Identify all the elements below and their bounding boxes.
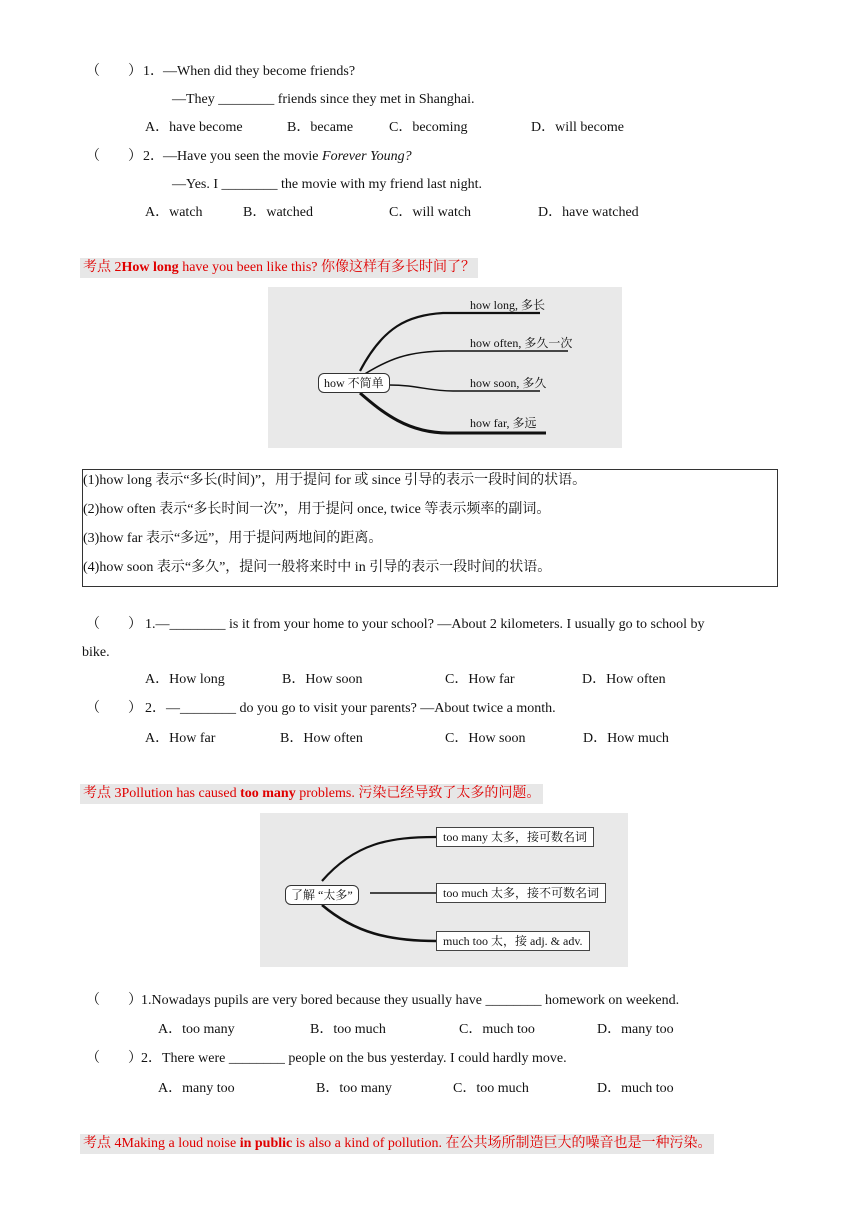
- option-b[interactable]: B．became: [287, 120, 354, 135]
- option-b[interactable]: B．How often: [280, 731, 363, 746]
- option-a[interactable]: A．watch: [145, 205, 203, 220]
- option-d[interactable]: D．many too: [597, 1022, 674, 1037]
- option-c[interactable]: C．much too: [459, 1022, 535, 1037]
- notes-box: [82, 469, 778, 587]
- option-c[interactable]: C．becoming: [389, 120, 468, 135]
- question-text: 1.Nowadays pupils are very bored because they usually have ________ homework on weekend.: [141, 993, 680, 1008]
- option-c[interactable]: C．How far: [445, 672, 515, 687]
- note-item: (3)how far 表示“多远”，用于提问两地间的距离。: [83, 531, 383, 546]
- branch-too-many: too many 太多，接可数名词: [436, 827, 594, 847]
- option-a[interactable]: A．have become: [145, 120, 243, 135]
- answer-text: —Yes. I ________ the movie with my friend last night.: [172, 177, 483, 192]
- question-text: 1.—________ is it from your home to your school? —About 2 kilometers. I usually go to school by: [145, 617, 705, 632]
- answer-blank-paren[interactable]: （ ）: [86, 993, 142, 1008]
- option-b[interactable]: B．How soon: [282, 672, 363, 687]
- option-d[interactable]: D．have watched: [538, 205, 639, 220]
- option-d[interactable]: D．much too: [597, 1081, 674, 1096]
- option-a[interactable]: A．many too: [158, 1081, 235, 1096]
- question-number: 2．: [143, 149, 164, 164]
- question-text: 2．There were ________ people on the bus yesterday. I could hardly move.: [141, 1051, 567, 1066]
- branch-too-much: too much 太多，接不可数名词: [436, 883, 606, 903]
- answer-blank-paren[interactable]: （ ）: [86, 1051, 142, 1066]
- option-c[interactable]: C．will watch: [389, 205, 472, 220]
- question-text: 2．—________ do you go to visit your parents? —About twice a month.: [145, 701, 556, 716]
- option-b[interactable]: B．too many: [316, 1081, 392, 1096]
- option-d[interactable]: D．How much: [583, 731, 669, 746]
- option-a[interactable]: A．How far: [145, 731, 216, 746]
- option-c[interactable]: C．too much: [453, 1081, 529, 1096]
- answer-blank-paren[interactable]: （ ）: [86, 701, 142, 716]
- option-d[interactable]: D．How often: [582, 672, 666, 687]
- branch-how-soon: how soon, 多久: [470, 376, 547, 390]
- note-item: (1)how long 表示“多长(时间)”，用于提问 for 或 since 引导的表示一段时间的状语。: [83, 473, 587, 488]
- option-c[interactable]: C．How soon: [445, 731, 526, 746]
- too-many-mind-map: [260, 813, 628, 967]
- question-number: 1．: [143, 64, 164, 79]
- option-d[interactable]: D．will become: [531, 120, 624, 135]
- option-b[interactable]: B．watched: [243, 205, 313, 220]
- mind-map-center: 了解 “太多”: [285, 885, 359, 905]
- answer-blank-paren[interactable]: （ ）: [86, 149, 142, 164]
- question-text-cont: bike.: [82, 645, 110, 660]
- option-b[interactable]: B．too much: [310, 1022, 386, 1037]
- note-item: (2)how often 表示“多长时间一次”，用于提问 once, twice 等表示频率的副词。: [83, 502, 551, 517]
- section-heading: 考点 3Pollution has caused too many problems. 污染已经导致了太多的问题。: [80, 784, 543, 804]
- branch-how-often: how often, 多久一次: [470, 336, 573, 350]
- section-heading: 考点 4Making a loud noise in public is also a kind of pollution. 在公共场所制造巨大的噪音也是一种污染。: [80, 1134, 714, 1154]
- option-a[interactable]: A．How long: [145, 672, 225, 687]
- question-text: —Have you seen the movie Forever Young?: [163, 149, 412, 164]
- branch-much-too: much too 太，接 adj. & adv.: [436, 931, 590, 951]
- answer-text: —They ________ friends since they met in Shanghai.: [172, 92, 475, 107]
- option-a[interactable]: A．too many: [158, 1022, 235, 1037]
- mind-map-branches: [268, 287, 622, 448]
- section-heading: 考点 2How long have you been like this? 你像这样有多长时间了？: [80, 258, 478, 278]
- question-text: —When did they become friends?: [163, 64, 356, 79]
- branch-how-far: how far, 多远: [470, 416, 537, 430]
- how-mind-map: [268, 287, 622, 448]
- answer-blank-paren[interactable]: （ ）: [86, 64, 142, 79]
- branch-how-long: how long, 多长: [470, 298, 546, 312]
- note-item: (4)how soon 表示“多久”，提问一般将来时中 in 引导的表示一段时间的状语。: [83, 560, 552, 575]
- mind-map-center: how 不简单: [318, 373, 390, 393]
- answer-blank-paren[interactable]: （ ）: [86, 617, 142, 632]
